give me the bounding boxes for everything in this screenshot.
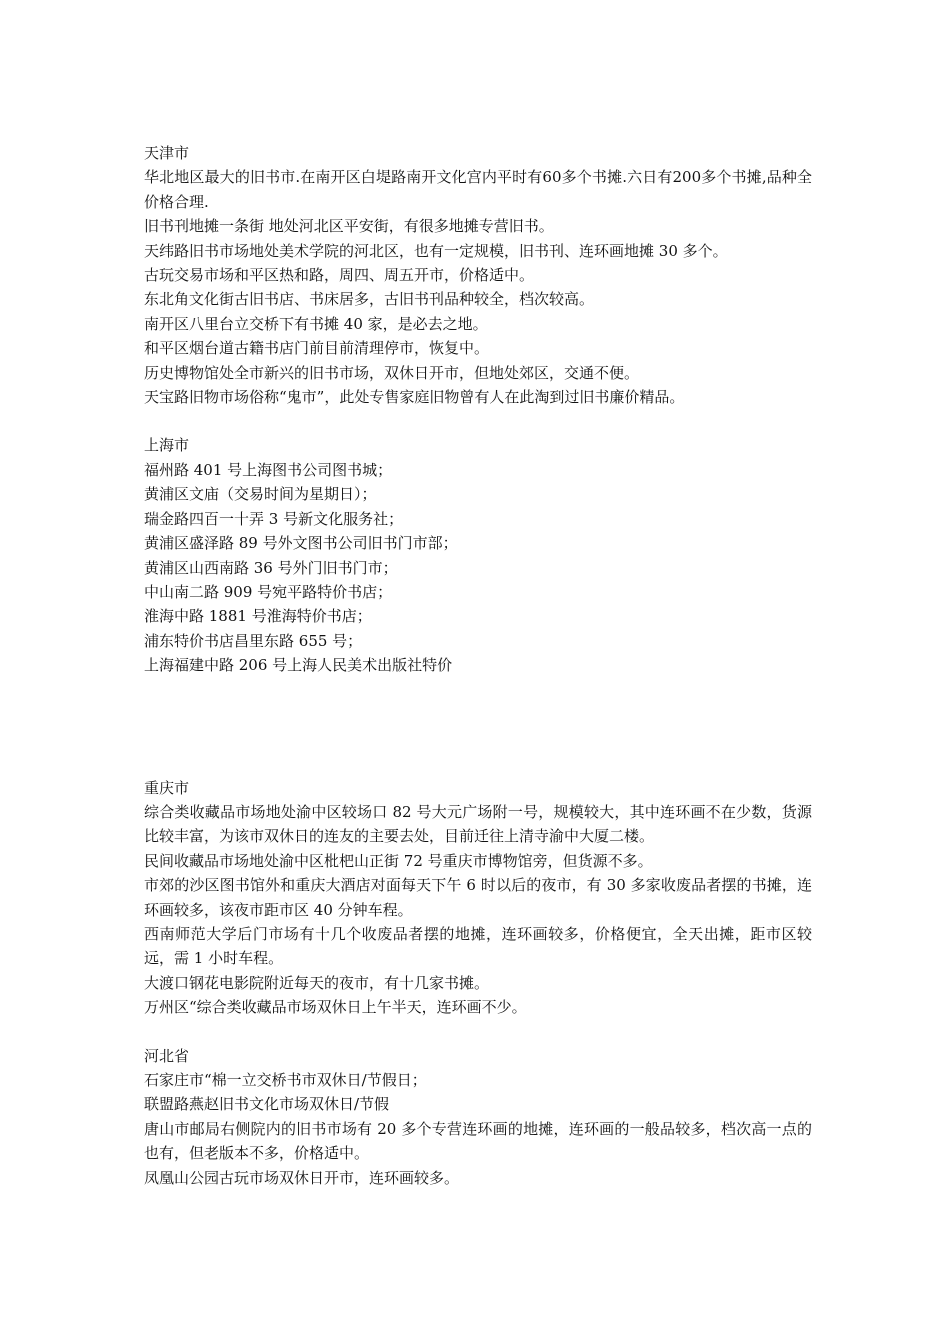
text-line: 上海福建中路 206 号上海人民美术出版社特价 [144, 656, 453, 675]
section-chongqing [144, 776, 812, 1020]
text-line: 历史博物馆处全市新兴的旧书市场，双休日开市，但地处郊区，交通不便。 [144, 363, 640, 382]
section-title: 上海市 [144, 436, 190, 455]
text-line: 石家庄市“棉一立交桥书市双休日/节假日； [144, 1071, 427, 1089]
section-shanghai [144, 433, 812, 677]
section-title: 天津市 [144, 144, 190, 162]
text-line: 黄浦区盛泽路 89 号外文图书公司旧书门市部； [144, 534, 458, 553]
text-line: 福州路 401 号上海图书公司图书城； [144, 460, 393, 479]
spacer [144, 1020, 812, 1044]
text-line: 天宝路旧物市场俗称“鬼市”，此处专售家庭旧物曾有人在此淘到过旧书廉价精品。 [144, 388, 685, 407]
section-tianjin [144, 141, 812, 409]
text-line: 旧书刊地摊一条街 地处河北区平安街，有很多地摊专营旧书。 [144, 217, 554, 236]
text-line: 天纬路旧书市场地处美术学院的河北区，也有一定规模，旧书刊、连环画地摊 30 多个。 [144, 241, 728, 260]
text-line: 和平区烟台道古籍书店门前目前清理停市，恢复中。 [144, 339, 490, 358]
text-line: 凤凰山公园古玩市场双休日开市，连环画较多。 [144, 1168, 460, 1187]
text-line: 古玩交易市场和平区热和路，周四、周五开市，价格适中。 [144, 266, 535, 285]
text-line: 万州区“综合类收藏品市场双休日上午半天，连环画不少。 [144, 998, 527, 1017]
text-line: 大渡口钢花电影院附近每天的夜市，有十几家书摊。 [144, 973, 490, 992]
text-line: 黄浦区文庙（交易时间为星期日）； [144, 485, 377, 504]
text-line: 联盟路燕赵旧书文化市场双休日/节假 [144, 1095, 390, 1114]
document-page [144, 141, 812, 1190]
text-line: 中山南二路 909 号宛平路特价书店； [144, 582, 393, 601]
spacer [144, 409, 812, 433]
section-title: 河北省 [144, 1046, 190, 1065]
text-line: 瑞金路四百一十弄 3 号新文化服务社； [144, 509, 404, 528]
text-line: 华北地区最大的旧书市.在南开区白堤路南开文化宫内平时有60多个书摊.六日有200多个书摊,品种全价格合理. [144, 168, 812, 211]
spacer [144, 678, 812, 776]
text-line: 民间收藏品市场地处渝中区枇杷山正街 72 号重庆市博物馆旁，但货源不多。 [144, 851, 653, 870]
text-line: 唐山市邮局右侧院内的旧书市场有 20 多个专营连环画的地摊，连环画的一般品较多，档次高一点的也有，但老版本不多，价格适中。 [144, 1119, 812, 1163]
text-line: 市郊的沙区图书馆外和重庆大酒店对面每天下午 6 时以后的夜市，有 30 多家收废品者摆的书摊，连环画较多，该夜市距市区 40 分钟车程。 [144, 876, 812, 919]
text-line: 黄浦区山西南路 36 号外门旧书门市； [144, 558, 398, 577]
text-line: 西南师范大学后门市场有十几个收废品者摆的地摊，连环画较多，价格便宜，全天出摊，距市区较远，需 1 小时车程。 [144, 924, 812, 968]
text-line: 淮海中路 1881 号淮海特价书店； [144, 607, 372, 626]
text-line: 综合类收藏品市场地处渝中区较场口 82 号大元广场附一号，规模较大，其中连环画不在少数，货源比较丰富，为该市双休日的连友的主要去处，目前迁往上清寺渝中大厦二楼。 [144, 802, 812, 846]
section-hebei [144, 1044, 812, 1190]
section-title: 重庆市 [144, 778, 190, 797]
text-line: 南开区八里台立交桥下有书摊 40 家，是必去之地。 [144, 314, 488, 333]
text-line: 东北角文化街古旧书店、书床居多，古旧书刊品种较全，档次较高。 [144, 290, 595, 309]
text-line: 浦东特价书店昌里东路 655 号； [144, 631, 363, 650]
